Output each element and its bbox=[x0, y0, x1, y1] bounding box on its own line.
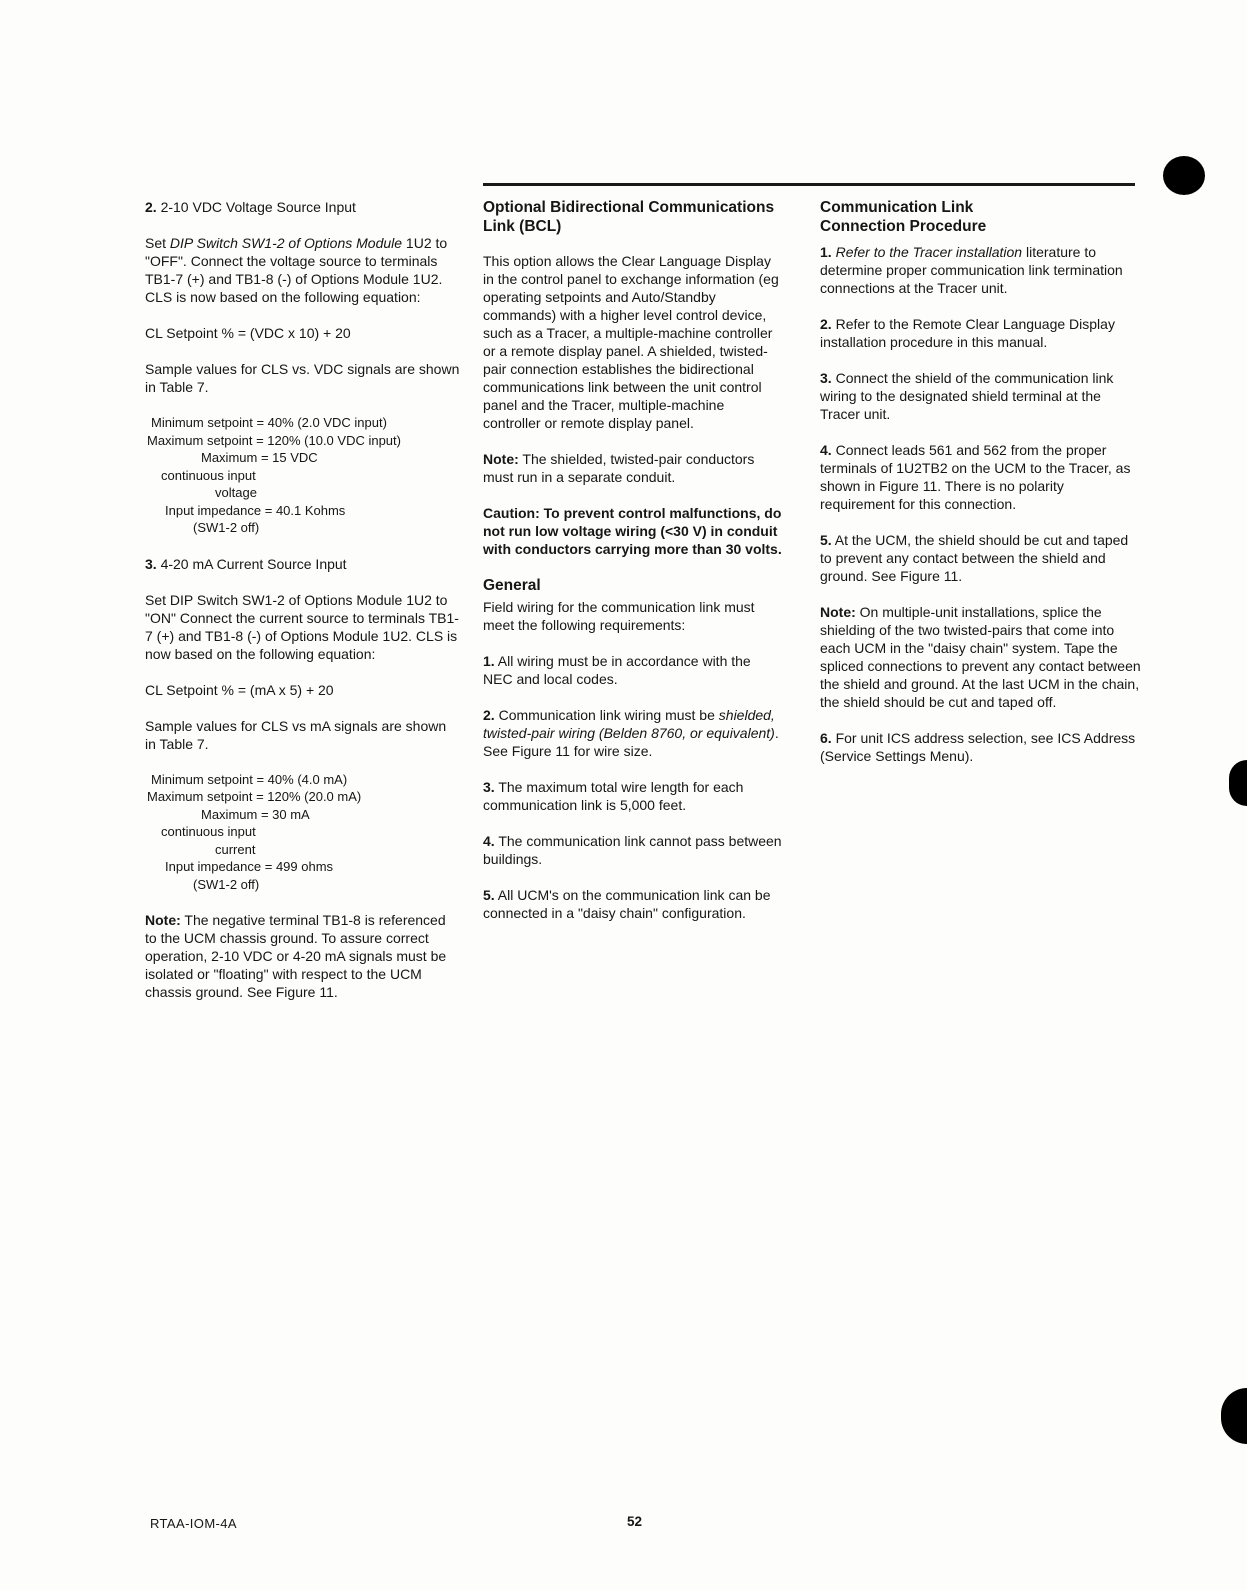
column-left bbox=[145, 198, 460, 1019]
spec-line: current bbox=[215, 841, 256, 857]
item-text: Refer to the Remote Clear Language Display installation procedure in this manual. bbox=[820, 316, 1115, 350]
item-number: 1. bbox=[820, 244, 832, 260]
list-item-daisy-chain bbox=[483, 886, 782, 922]
item-2-heading bbox=[145, 198, 460, 216]
section-divider-rule bbox=[483, 183, 1135, 186]
spec-line: Input impedance = 499 ohms bbox=[165, 859, 334, 874]
spec-line: Minimum setpoint = 40% (2.0 VDC input) bbox=[151, 415, 387, 430]
item-number: 6. bbox=[820, 730, 832, 746]
spec-table-ma bbox=[145, 771, 460, 894]
item-number: 1. bbox=[483, 653, 495, 669]
item-number: 5. bbox=[820, 532, 832, 548]
column-right bbox=[820, 198, 1142, 783]
list-item-wiring-codes bbox=[483, 652, 782, 688]
spec-line: continuous input bbox=[161, 467, 256, 483]
binder-edge-mark bbox=[1221, 1388, 1247, 1444]
caution-text: Caution: To prevent control malfunctions, do not run low voltage wiring (<30 V) in conduit with conductors carrying more than 30 volts. bbox=[483, 505, 782, 557]
text-run: 1U2 to "OFF". Connect the voltage source to terminals TB1-7 (+) and TB1-8 (-) of Options Module 1U2. CLS is now based on the following equation: bbox=[145, 235, 448, 305]
spec-line: continuous input bbox=[161, 824, 256, 839]
spec-line: (SW1-2 off) bbox=[193, 520, 260, 535]
heading-bcl: Optional Bidirectional Communications Link (BCL) bbox=[483, 199, 775, 235]
item-title: 4-20 mA Current Source Input bbox=[156, 555, 347, 572]
item-text: The communication link cannot pass between buildings. bbox=[483, 833, 782, 867]
heading-general: General bbox=[483, 577, 541, 594]
list-item-ics-address bbox=[820, 729, 1142, 765]
item-text: Connect the shield of the communication link wiring to the designated shield terminal at the Tracer unit. bbox=[820, 370, 1114, 422]
equation-ma: CL Setpoint % = (mA x 5) + 20 bbox=[145, 681, 334, 698]
spec-line: Maximum = 30 mA bbox=[201, 806, 310, 822]
list-item-leads-561-562 bbox=[820, 441, 1142, 513]
item-text: literature to determine proper communication link termination connections at the Tracer unit. bbox=[820, 244, 1123, 296]
italic-run: DIP Switch SW1-2 of Options Module bbox=[169, 235, 403, 251]
item-number: 3. bbox=[145, 555, 157, 572]
item-number: 4. bbox=[483, 833, 495, 849]
item-number: 2. bbox=[820, 316, 832, 332]
item-text: . See Figure 11 for wire size. bbox=[483, 725, 779, 759]
item-title: 2-10 VDC Voltage Source Input bbox=[156, 199, 356, 215]
item-number: 4. bbox=[820, 442, 832, 458]
list-item-buildings bbox=[483, 832, 782, 868]
column-middle bbox=[483, 198, 782, 940]
note-chassis-ground bbox=[145, 911, 460, 1001]
item-number: 2. bbox=[483, 707, 495, 723]
spec-line: Maximum setpoint = 120% (10.0 VDC input) bbox=[147, 432, 401, 448]
note-separate-conduit bbox=[483, 450, 782, 486]
note-multiple-unit bbox=[820, 603, 1142, 711]
item-text: The maximum total wire length for each communication link is 5,000 feet. bbox=[483, 779, 744, 813]
item-text: For unit ICS address selection, see ICS Address (Service Settings Menu). bbox=[820, 730, 1136, 764]
spec-table-vdc bbox=[145, 414, 460, 537]
paragraph-sample-ma: Sample values for CLS vs mA signals are shown in Table 7. bbox=[145, 717, 447, 752]
binder-edge-mark bbox=[1229, 760, 1247, 806]
spec-line: Maximum setpoint = 120% (20.0 mA) bbox=[147, 789, 362, 804]
paragraph-general-intro: Field wiring for the communication link must meet the following requirements: bbox=[483, 599, 755, 633]
item-text: At the UCM, the shield should be cut and taped to prevent any contact between the shield and ground. See Figure 11. bbox=[820, 532, 1129, 584]
note-text: On multiple-unit installations, splice the shielding of the two twisted-pairs that come into each UCM in the "daisy chain" system. Tape the spliced connections to prevent any contact between the shield and ground. At the last UCM in the chain, the shield should be cut and taped off. bbox=[820, 604, 1141, 710]
list-item-shielded-wiring bbox=[483, 706, 782, 760]
spec-line: Input impedance = 40.1 Kohms bbox=[165, 502, 346, 518]
note-label: Note: bbox=[145, 912, 181, 928]
list-item-remote-display bbox=[820, 315, 1142, 351]
paragraph-current-setup: Set DIP Switch SW1-2 of Options Module 1U2 to "ON" Connect the current source to terminals TB1-7 (+) and TB1-8 (-) of Options Module 1U2. CLS is now based on the following equation: bbox=[145, 591, 459, 662]
note-label: Note: bbox=[483, 451, 519, 467]
heading-connection-procedure: Communication Link Connection Procedure bbox=[820, 199, 987, 235]
item-number: 3. bbox=[483, 779, 495, 795]
list-item-shield-cut-taped bbox=[820, 531, 1142, 585]
item-text: All UCM's on the communication link can be connected in a "daisy chain" configuration. bbox=[483, 887, 771, 921]
spec-line: voltage bbox=[215, 485, 257, 500]
italic-run: Refer to the Tracer installation bbox=[831, 244, 1023, 260]
footer-doc-id: RTAA-IOM-4A bbox=[150, 1516, 237, 1531]
paragraph-sample-vdc: Sample values for CLS vs. VDC signals are shown in Table 7. bbox=[145, 361, 460, 395]
item-number: 2. bbox=[145, 199, 157, 215]
list-item-tracer-literature bbox=[820, 243, 1142, 297]
list-item-shield-terminal bbox=[820, 369, 1142, 423]
equation-vdc: CL Setpoint % = (VDC x 10) + 20 bbox=[145, 325, 351, 341]
note-text: The shielded, twisted-pair conductors must run in a separate conduit. bbox=[483, 451, 755, 485]
note-label: Note: bbox=[820, 604, 856, 620]
scan-corner-dot bbox=[1163, 156, 1205, 195]
paragraph-bcl-description: This option allows the Clear Language Display in the control panel to exchange information (eg operating setpoints and Auto/Standby commands) with a higher level control device, such as a Tracer, a multiple-machine controller or a remote display panel. A shielded, twisted-pair connection establishes the bidirectional communications link between the unit control panel and the Tracer, multiple-machine controller or remote display panel. bbox=[483, 253, 779, 431]
italic-run: shielded, twisted-pair wiring (Belden 8760, or equivalent) bbox=[483, 707, 775, 741]
note-text: The negative terminal TB1-8 is referenced to the UCM chassis ground. To assure correct operation, 2-10 VDC or 4-20 mA signals must be isolated or "floating" with respect to the UCM chassis ground. See Figure 11. bbox=[145, 912, 447, 1000]
footer-page-number: 52 bbox=[627, 1514, 643, 1529]
item-text: All wiring must be in accordance with the NEC and local codes. bbox=[483, 653, 751, 687]
item-text: Communication link wiring must be bbox=[494, 707, 719, 723]
item-number: 3. bbox=[820, 370, 832, 386]
paragraph-voltage-setup bbox=[145, 234, 460, 306]
spec-line: Minimum setpoint = 40% (4.0 mA) bbox=[151, 771, 348, 787]
list-item-wire-length bbox=[483, 778, 782, 814]
spec-line: Maximum = 15 VDC bbox=[201, 450, 318, 465]
item-text: Connect leads 561 and 562 from the proper terminals of 1U2TB2 on the UCM to the Tracer, as shown in Figure 11. There is no polarity requirement for this connection. bbox=[820, 442, 1131, 512]
spec-line: (SW1-2 off) bbox=[193, 876, 260, 892]
text-run: Set bbox=[145, 235, 170, 251]
item-number: 5. bbox=[483, 887, 495, 903]
item-3-heading bbox=[145, 555, 460, 573]
